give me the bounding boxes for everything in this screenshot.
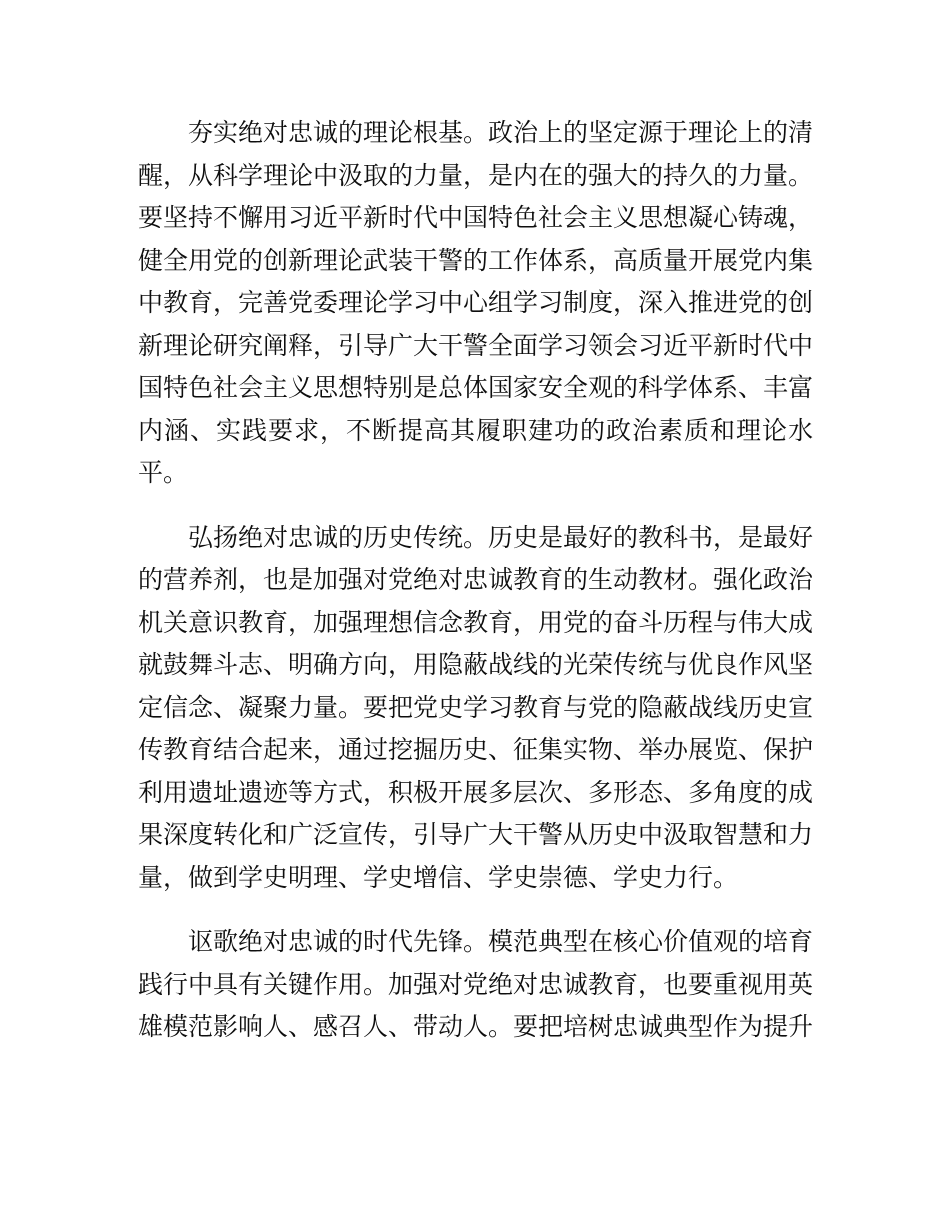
paragraph-era-pioneers: 讴歌绝对忠诚的时代先锋。模范典型在核心价值观的培育践行中具有关键作用。加强对党绝对忠诚教育，也要重视用英雄模范影响人、感召人、带动人。要把培树忠诚典型作为提升 [138, 928, 814, 1041]
paragraph-theory-foundation: 夯实绝对忠诚的理论根基。政治上的坚定源于理论上的清醒，从科学理论中汲取的力量，是内在的强大的持久的力量。要坚持不懈用习近平新时代中国特色社会主义思想凝心铸魂，健全用党的创新理论武装干警的工作体系，高质量开展党内集中教育，完善党委理论学习中心组学习制度，深入推进党的创新理论研究阐释，引导广大干警全面学习领会习近平新时代中国特色社会主义思想特别是总体国家安全观的科学体系、丰富内涵、实践要求，不断提高其履职建功的政治素质和理论水平。 [138, 119, 814, 487]
paragraph-history-tradition: 弘扬绝对忠诚的历史传统。历史是最好的教科书，是最好的营养剂，也是加强对党绝对忠诚教育的生动教材。强化政治机关意识教育，加强理想信念教育，用党的奋斗历程与伟大成就鼓舞斗志、明确方向，用隐蔽战线的光荣传统与优良作风坚定信念、凝聚力量。要把党史学习教育与党的隐蔽战线历史宣传教育结合起来，通过挖掘历史、征集实物、举办展览、保护利用遗址遗迹等方式，积极开展多层次、多形态、多角度的成果深度转化和广泛宣传，引导广大干警从历史中汲取智慧和力量，做到学史明理、学史增信、学史崇德、学史力行。 [138, 523, 814, 892]
